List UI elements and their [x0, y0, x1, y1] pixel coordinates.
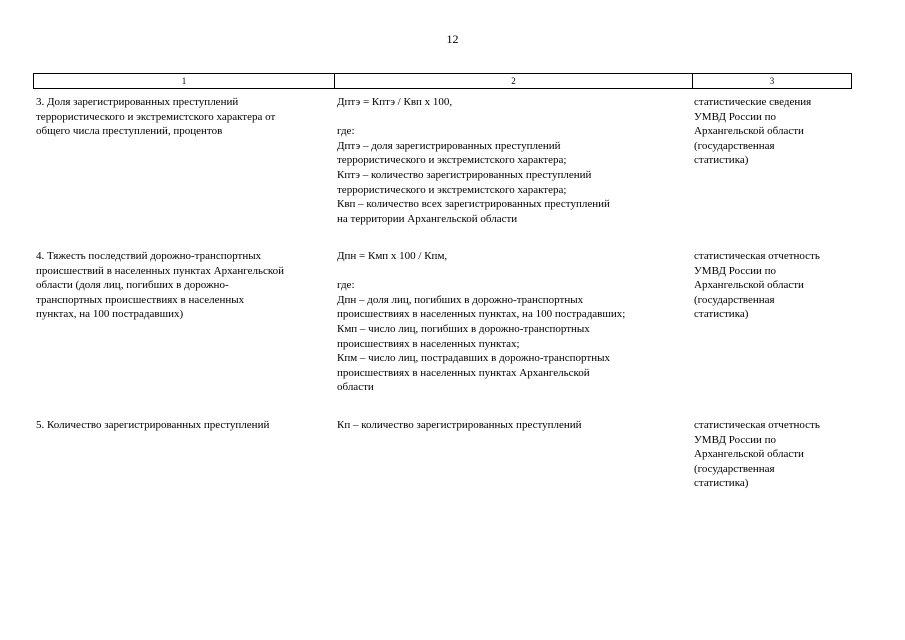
source-line: (государственная	[694, 139, 775, 152]
indicator-line: 4. Тяжесть последствий дорожно-транспортных	[36, 250, 262, 262]
source-line: Архангельской области	[694, 279, 804, 292]
definition-line: происшествиях в населенных пунктах;	[337, 337, 520, 350]
source-line: Архангельской области	[694, 448, 804, 461]
definition-line: Кптэ – количество зарегистрированных преступлений	[337, 168, 592, 181]
source-line: статистика)	[694, 154, 749, 167]
definition-line: Кпм – число лиц, пострадавших в дорожно-транспортных	[337, 352, 610, 365]
definition-line: на территории Архангельской области	[337, 212, 518, 225]
definition-line: Дптэ – доля зарегистрированных преступлений	[337, 139, 561, 152]
definition-line: Квп – количество всех зарегистрированных преступлений	[337, 198, 610, 211]
indicator-line: происшествий в населенных пунктах Архангельской	[36, 264, 285, 277]
indicator-cell	[36, 418, 332, 433]
formula-cell	[337, 418, 689, 433]
source-line: УМВД России по	[694, 433, 777, 446]
source-line: статистические сведения	[694, 96, 812, 108]
source-line: УМВД России по	[694, 110, 777, 123]
spacer	[337, 264, 689, 279]
indicator-cell	[36, 95, 332, 139]
indicator-line: общего числа преступлений, процентов	[36, 125, 223, 138]
formula-text: Дптэ = Кптэ / Квп х 100,	[337, 96, 453, 108]
definition-line: области	[337, 381, 374, 394]
definition-line: Дпн – доля лиц, погибших в дорожно-транспортных	[337, 293, 584, 306]
definition-line: происшествиях в населенных пунктах, на 100 пострадавших;	[337, 308, 626, 321]
column-header-1: 1	[34, 74, 335, 88]
source-line: (государственная	[694, 293, 775, 306]
indicator-cell	[36, 249, 332, 322]
indicator-line: транспортных происшествиях в населенных	[36, 293, 245, 306]
page-number: 12	[446, 32, 459, 46]
source-line: статистическая отчетность	[694, 250, 820, 262]
formula-cell	[337, 249, 689, 395]
definition-line: террористического и экстремистского характера;	[337, 183, 567, 196]
column-header-2: 2	[335, 74, 693, 88]
source-cell	[694, 95, 852, 168]
formula-text: Кп – количество зарегистрированных преступлений	[337, 419, 582, 431]
source-cell	[694, 418, 852, 491]
column-header-3: 3	[769, 76, 775, 86]
source-line: статистика)	[694, 477, 749, 490]
indicator-line: 3. Доля зарегистрированных преступлений	[36, 96, 239, 108]
table-header-row	[33, 73, 852, 89]
definition-line: Кмп – число лиц, погибших в дорожно-транспортных	[337, 322, 590, 335]
formula-cell	[337, 95, 689, 226]
source-cell	[694, 249, 852, 322]
source-line: Архангельской области	[694, 125, 804, 138]
source-line: статистическая отчетность	[694, 419, 820, 431]
indicator-line: пунктах, на 100 пострадавших)	[36, 308, 184, 321]
indicator-line: области (доля лиц, погибших в дорожно-	[36, 279, 229, 292]
definition-line: террористического и экстремистского характера;	[337, 154, 567, 167]
indicator-line: 5. Количество зарегистрированных преступлений	[36, 419, 270, 431]
indicator-line: террористического и экстремистского характера от	[36, 110, 276, 123]
source-line: статистика)	[694, 308, 749, 321]
where-label: где:	[337, 125, 355, 138]
definition-line: происшествиях в населенных пунктах Архангельской	[337, 366, 590, 379]
spacer	[337, 110, 689, 125]
formula-text: Дпн = Кмп х 100 / Кпм,	[337, 250, 448, 262]
source-line: (государственная	[694, 462, 775, 475]
source-line: УМВД России по	[694, 264, 777, 277]
where-label: где:	[337, 279, 355, 292]
